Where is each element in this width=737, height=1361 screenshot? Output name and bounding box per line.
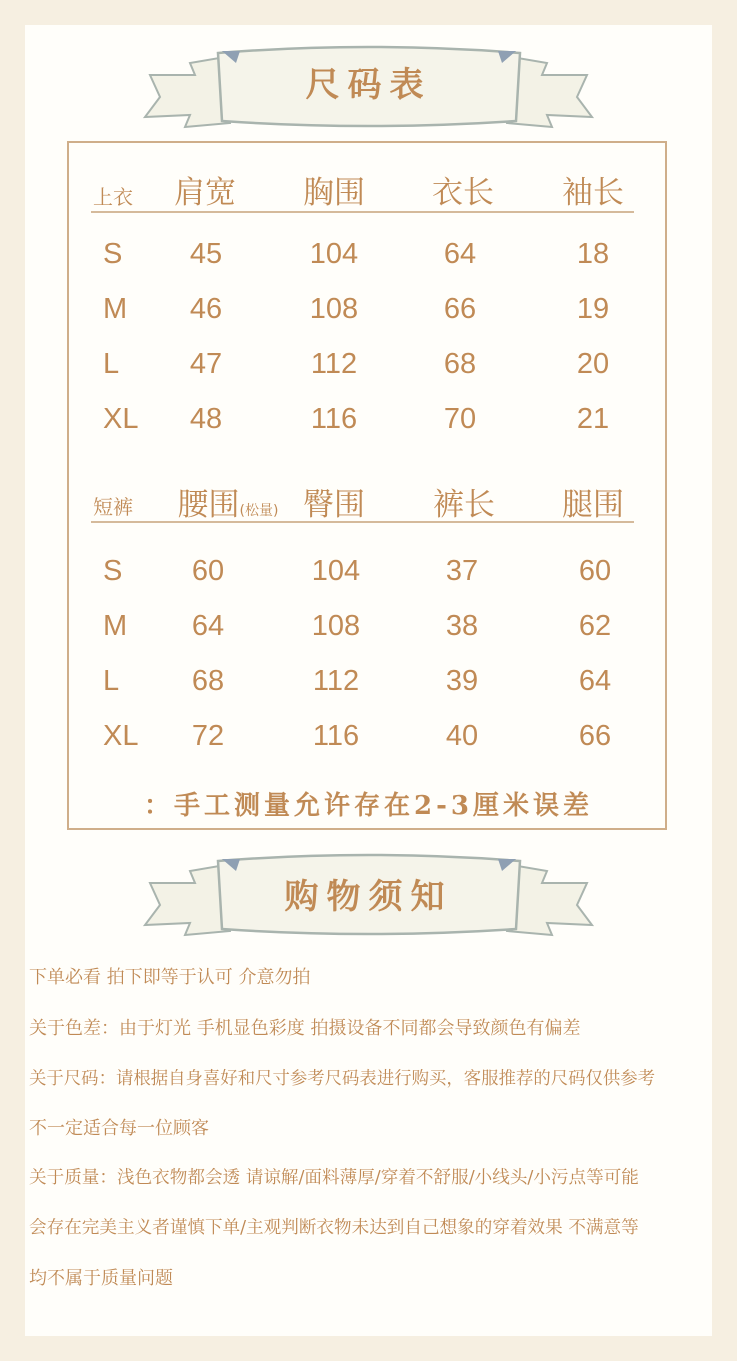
shorts-row-size: L — [103, 665, 120, 697]
shorts-header-rule — [91, 521, 634, 523]
top-cell: 108 — [309, 293, 359, 325]
shorts-cell: 64 — [191, 610, 225, 642]
shorts-cell: 62 — [578, 610, 612, 642]
shorts-category-label: 短裤 — [93, 495, 133, 519]
notice-line: 均不属于质量问题 — [29, 1268, 173, 1289]
shorts-cell: 116 — [312, 720, 360, 752]
shorts-cell: 112 — [312, 665, 360, 697]
header-sleeve: 袖长 — [562, 175, 624, 211]
shorts-cell: 60 — [578, 555, 612, 587]
notice-line: 关于质量：浅色衣物都会透 请谅解/面料薄厚/穿着不舒服/小线头/小污点等可能 — [29, 1168, 639, 1188]
top-category-label: 上衣 — [93, 185, 133, 209]
header-inseam: 裤长 — [433, 487, 495, 523]
top-cell: 18 — [576, 238, 610, 270]
top-cell: 70 — [443, 403, 477, 435]
top-cell: 47 — [189, 348, 223, 380]
shorts-cell: 40 — [445, 720, 479, 752]
notice-line: 下单必看 拍下即等于认可 介意勿拍 — [29, 967, 311, 988]
top-row-size: L — [103, 348, 120, 380]
shorts-cell: 60 — [191, 555, 225, 587]
notice-line: 关于尺码：请根据自身喜好和尺寸参考尺码表进行购买，客服推荐的尺码仅供参考 — [29, 1069, 656, 1089]
shorts-cell: 108 — [311, 610, 361, 642]
measurement-note: ：手工测量允许存在2-3厘米误差 — [144, 791, 593, 821]
shorts-cell: 64 — [578, 665, 612, 697]
header-thigh: 腿围 — [562, 487, 624, 523]
shorts-cell: 38 — [445, 610, 479, 642]
header-waist-label: 腰围 — [177, 487, 240, 523]
notice-line: 会存在完美主义者谨慎下单/主观判断衣物未达到自己想象的穿着效果 不满意等 — [29, 1218, 639, 1238]
header-shoulder-width: 肩宽 — [174, 175, 236, 211]
top-cell: 48 — [189, 403, 223, 435]
shopping-banner — [0, 843, 737, 943]
top-cell: 46 — [189, 293, 223, 325]
shorts-cell: 68 — [191, 665, 225, 697]
notice-line: 关于色差：由于灯光 手机显色彩度 拍摄设备不同都会导致颜色有偏差 — [29, 1018, 581, 1039]
top-cell: 64 — [443, 238, 477, 270]
top-cell: 21 — [576, 403, 610, 435]
header-chest: 胸围 — [303, 175, 365, 211]
shorts-row-size: XL — [103, 720, 139, 752]
top-row-size: M — [103, 293, 128, 325]
top-cell: 45 — [189, 238, 223, 270]
shorts-row-size: S — [103, 555, 123, 587]
top-cell: 112 — [310, 348, 358, 380]
shorts-row-size: M — [103, 610, 128, 642]
header-waist — [178, 479, 279, 524]
size-chart-banner — [0, 35, 737, 135]
top-cell: 104 — [309, 238, 359, 270]
top-row-size: S — [103, 238, 123, 270]
top-row-size: XL — [103, 403, 139, 435]
header-hip: 臀围 — [303, 487, 365, 523]
shopping-title: 购物须知 — [284, 877, 453, 917]
header-waist-note: (松量) — [239, 503, 279, 519]
shorts-cell: 72 — [191, 720, 225, 752]
top-cell: 68 — [443, 348, 477, 380]
top-header-rule — [91, 211, 634, 213]
shorts-cell: 104 — [311, 555, 361, 587]
top-cell: 116 — [310, 403, 358, 435]
top-cell: 20 — [576, 348, 610, 380]
top-cell: 66 — [443, 293, 477, 325]
header-length: 衣长 — [432, 175, 494, 211]
shorts-cell: 37 — [445, 555, 479, 587]
shorts-cell: 66 — [578, 720, 612, 752]
size-chart-title: 尺码表 — [305, 65, 432, 105]
shorts-cell: 39 — [445, 665, 479, 697]
top-cell: 19 — [576, 293, 610, 325]
notice-line: 不一定适合每一位顾客 — [29, 1118, 209, 1139]
